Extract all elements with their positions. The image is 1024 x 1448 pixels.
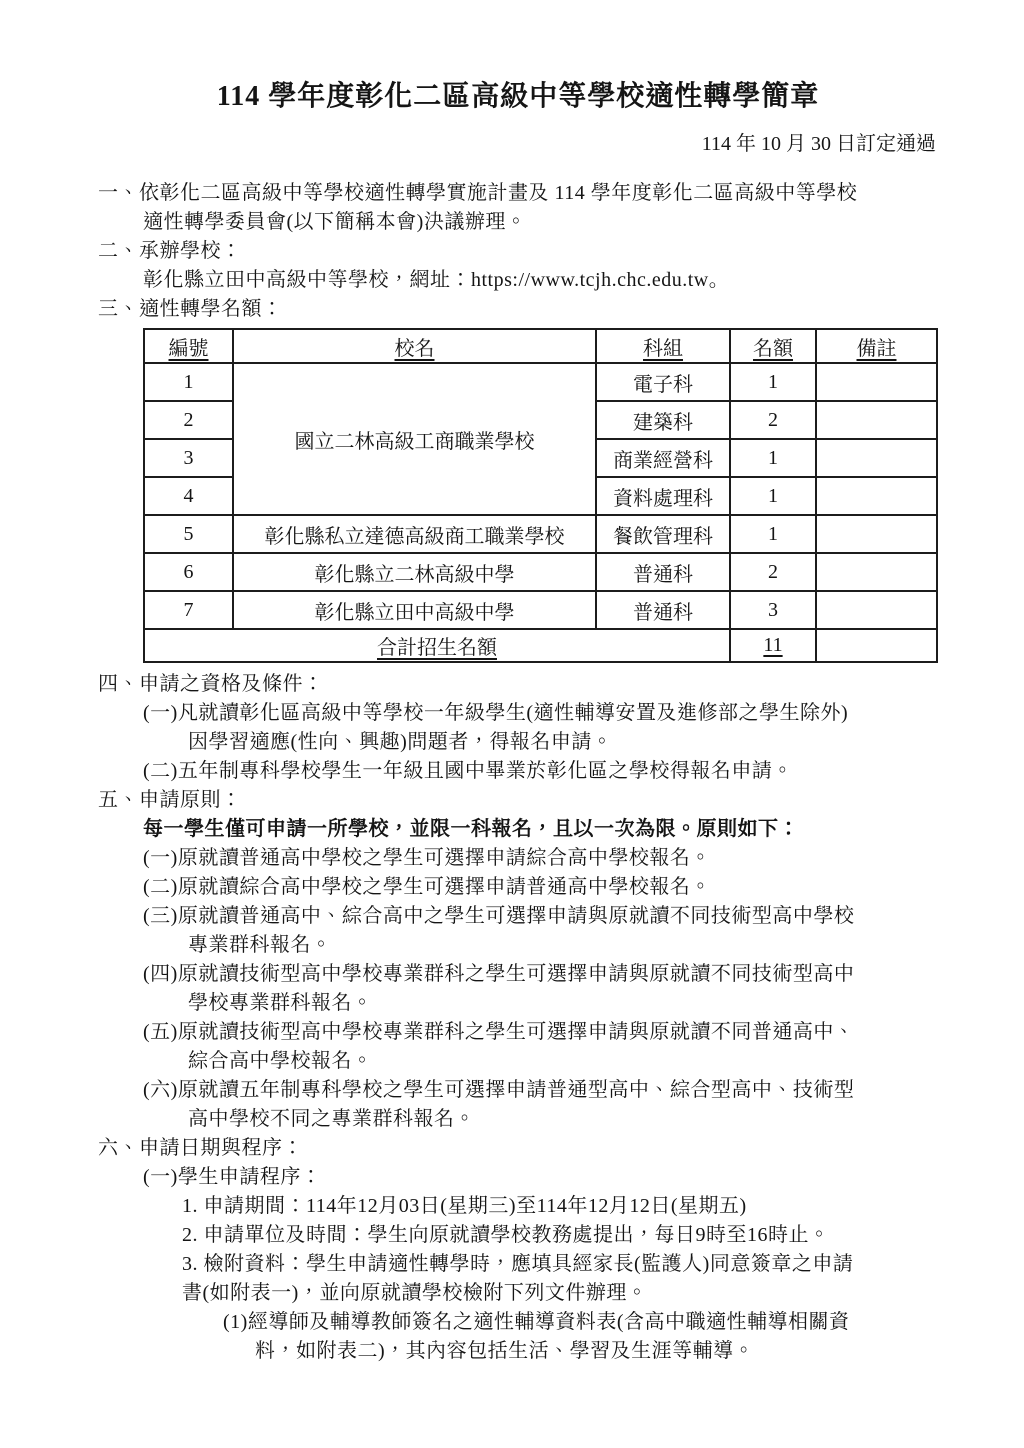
cell-school-merged: 國立二林高級工商職業學校 (233, 363, 596, 515)
doc-line: 高中學校不同之專業群科報名。 (188, 1108, 475, 1130)
cell-quota: 1 (730, 515, 816, 553)
document-body (98, 179, 938, 1366)
cell-number: 2 (144, 401, 233, 439)
doc-line: (一)凡就讀彰化區高級中等學校一年級學生(適性輔導安置及進修部之學生除外) (143, 702, 849, 724)
cell-dept: 普通科 (596, 553, 730, 591)
doc-line: 書(如附表一)，並向原就讀學校檢附下列文件辦理。 (182, 1282, 648, 1304)
header-label: 編號 (168, 337, 209, 360)
cell-number: 4 (144, 477, 233, 515)
doc-line: (三)原就讀普通高中、綜合高中之學生可選擇申請與原就讀不同技術型高中學校 (143, 905, 855, 927)
cell-quota: 1 (730, 439, 816, 477)
doc-line: 料，如附表二)，其內容包括生活、學習及生涯等輔導。 (255, 1340, 755, 1362)
cell-number: 5 (144, 515, 233, 553)
cell-school: 彰化縣立二林高級中學 (233, 553, 596, 591)
doc-line: (一)原就讀普通高中學校之學生可選擇申請綜合高中學校報名。 (143, 847, 711, 869)
doc-line: 學校專業群科報名。 (188, 992, 373, 1014)
doc-line: 3. 檢附資料：學生申請適性轉學時，應填具經家長(監護人)同意簽章之申請 (182, 1253, 854, 1275)
approval-date-note: 114 年 10 月 30 日訂定通過 (701, 133, 936, 155)
doc-line: (二)原就讀綜合高中學校之學生可選擇申請普通高中學校報名。 (143, 876, 711, 898)
doc-line: 1. 申請期間：114年12月03日(星期三)至114年12月12日(星期五) (182, 1195, 747, 1217)
cell-note (816, 477, 937, 515)
cell-total-label (144, 629, 730, 662)
cell-dept: 普通科 (596, 591, 730, 629)
doc-line-emphasis: 每一學生僅可申請一所學校，並限一科報名，且以一次為限。原則如下： (143, 818, 799, 840)
page-title: 114 學年度彰化二區高級中等學校適性轉學簡章 (216, 81, 820, 112)
cell-note (816, 553, 937, 591)
doc-line: (四)原就讀技術型高中學校專業群科之學生可選擇申請與原就讀不同技術型高中 (143, 963, 855, 985)
cell-total-note (816, 629, 937, 662)
cell-quota: 1 (730, 363, 816, 401)
section-heading-6: 六、申請日期與程序： (98, 1137, 303, 1159)
section-heading-2: 二、承辦學校： (98, 240, 242, 262)
section-heading-4: 四、申請之資格及條件： (98, 673, 324, 695)
cell-number: 3 (144, 439, 233, 477)
cell-note (816, 401, 937, 439)
cell-quota: 3 (730, 591, 816, 629)
cell-school: 彰化縣立田中高級中學 (233, 591, 596, 629)
cell-number: 1 (144, 363, 233, 401)
cell-dept: 資料處理科 (596, 477, 730, 515)
table-row (144, 553, 937, 591)
doc-line: 專業群科報名。 (188, 934, 332, 956)
cell-note (816, 439, 937, 477)
header-cell-number (144, 329, 233, 363)
doc-line: (五)原就讀技術型高中學校專業群科之學生可選擇申請與原就讀不同普通高中、 (143, 1021, 855, 1043)
table-header-row (144, 329, 937, 363)
doc-line-website: 彰化縣立田中高級中等學校，網址：https://www.tcjh.chc.edu.tw。 (143, 269, 730, 291)
doc-line: 因學習適應(性向、興趣)問題者，得報名申請。 (188, 731, 613, 753)
cell-dept: 商業經營科 (596, 439, 730, 477)
doc-line: 適性轉學委員會(以下簡稱本會)決議辦理。 (143, 211, 527, 233)
cell-note (816, 515, 937, 553)
header-cell-dept (596, 329, 730, 363)
header-label: 校名 (394, 337, 435, 360)
header-cell-quota (730, 329, 816, 363)
header-cell-school (233, 329, 596, 363)
doc-line: (一)學生申請程序： (143, 1166, 322, 1188)
table-row (144, 363, 937, 401)
cell-number: 7 (144, 591, 233, 629)
table-row (144, 515, 937, 553)
cell-quota: 2 (730, 553, 816, 591)
doc-line: (六)原就讀五年制專科學校之學生可選擇申請普通型高中、綜合型高中、技術型 (143, 1079, 855, 1101)
doc-line: (二)五年制專科學校學生一年級且國中畢業於彰化區之學校得報名申請。 (143, 760, 793, 782)
total-value: 11 (763, 634, 783, 656)
quota-table (143, 328, 938, 663)
cell-note (816, 591, 937, 629)
table-row (144, 591, 937, 629)
header-label: 科組 (643, 337, 683, 360)
section-heading-1: 一、依彰化二區高級中等學校適性轉學實施計畫及 114 學年度彰化二區高級中等學校 (98, 182, 858, 204)
cell-note (816, 363, 937, 401)
header-cell-note (816, 329, 937, 363)
doc-line: 2. 申請單位及時間：學生向原就讀學校教務處提出，每日9時至16時止。 (182, 1224, 830, 1246)
doc-line: (1)經導師及輔導教師簽名之適性輔導資料表(含高中職適性輔導相關資 (223, 1311, 850, 1333)
cell-number: 6 (144, 553, 233, 591)
cell-quota: 1 (730, 477, 816, 515)
header-label: 備註 (856, 337, 897, 360)
doc-line: 綜合高中學校報名。 (188, 1050, 373, 1072)
cell-quota: 2 (730, 401, 816, 439)
cell-dept: 電子科 (596, 363, 730, 401)
section-heading-5: 五、申請原則： (98, 789, 242, 811)
cell-dept: 餐飲管理科 (596, 515, 730, 553)
table-total-row (144, 629, 937, 662)
cell-total-quota (730, 629, 816, 662)
header-label: 名額 (753, 337, 793, 360)
total-label: 合計招生名額 (377, 637, 497, 659)
cell-dept: 建築科 (596, 401, 730, 439)
section-heading-3: 三、適性轉學名額： (98, 298, 283, 320)
cell-school: 彰化縣私立達德高級商工職業學校 (233, 515, 596, 553)
